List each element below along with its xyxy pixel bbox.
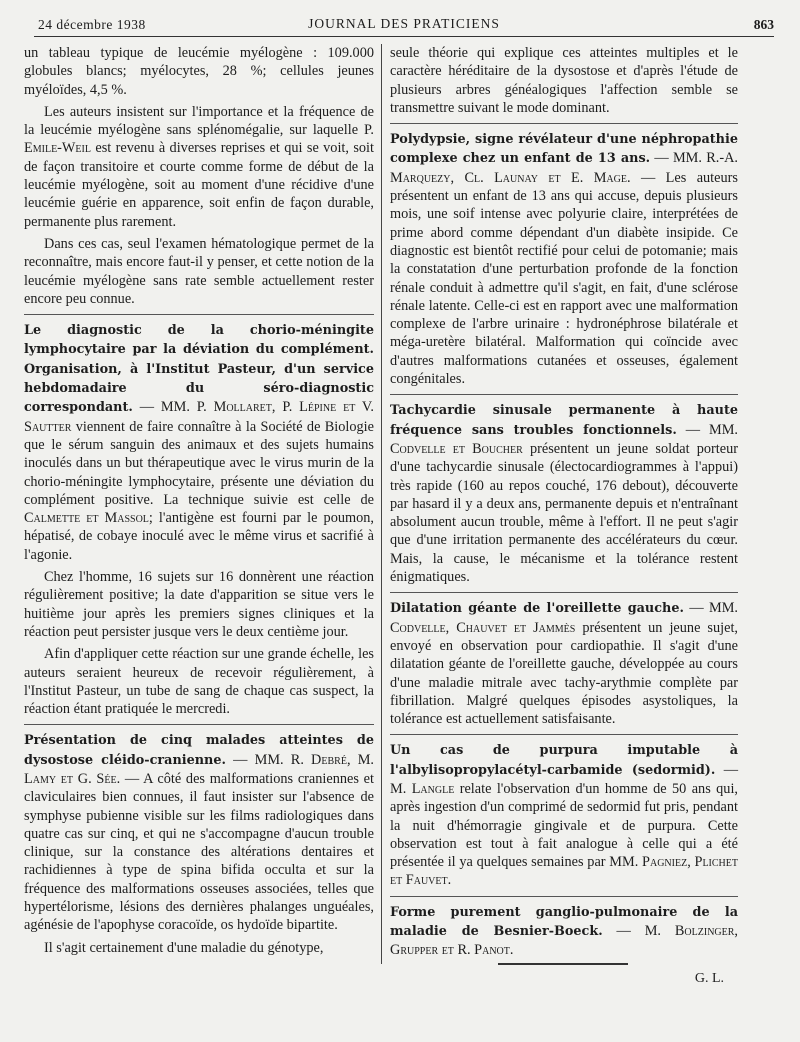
section-rule [24,314,374,315]
left-column [24,44,374,961]
article-dysostose [24,731,374,934]
text: viennent de faire connaître à la Société de Biologie que le sérum sanguin des animaux et des sujets humains inoculés dans un but thérapeutique avec le virus murin de la chorio-méningite lymphocytaire, présente une déviation du complément positive. La technique suivie est celle de [24,418,374,508]
author-names: P. Mollaret, P. Lépine et V. Sautter [24,399,374,435]
paragraph: Dans ces cas, seul l'examen hématologique permet de la reconnaître, mais encore faut-il y penser, et cette notion de la leucémie myélogène sans rate semble actuellement rester encore peu connue. [24,235,374,307]
page-number: 863 [753,17,774,32]
article-title: Présentation de cinq malades atteintes de dysostose cléido-cranienne. [24,733,374,768]
article-dilatation [390,599,738,728]
section-rule [390,123,738,124]
section-rule [390,896,738,897]
section-rule [24,724,374,725]
author-names: Codvelle, Chauvet et Jammès [390,619,576,636]
column-divider [381,44,382,964]
article-purpura [390,741,738,889]
article-besnier-boeck [390,903,738,960]
text: présentent un jeune soldat porteur d'une tachycardie sinusale (électocardiogrammes à l'appui) très rapide (160 au repos couché, 176 debout), découverte par hasard il y a deux ans, permanente depuis et n'entraînant absolument aucun trouble, même à l'effort. Il ne peut s'agir que d'une irritation permanente des accélérateurs du cœur. Mais, la cause, le mécanisme et la tolérance restent énigmatiques. [390,440,738,586]
article-chorio-meningite [24,321,374,564]
paragraph: Il s'agit certainement d'une maladie du génotype, [44,939,324,956]
section-rule [390,394,738,395]
text: — MM. [132,399,197,416]
section-rule [390,592,738,593]
page-header [34,14,774,37]
text: relate l'observation d'un homme de 50 ans qui, après ingestion d'un comprimé de sedormid fut pris, pendant la nuit d'hémorragie gingivale et de purpura. Cette observation est tout à fait analogue à celle qui a été présentée il ya quelques semaines par MM. [390,780,738,871]
right-column [390,44,738,988]
author-name: Emile-Weil [24,140,91,157]
text: — MM. [683,600,738,617]
article-title: Le diagnostic de la chorio-méningite lymphocytaire par la déviation du complément. Organisation, à l'Institut Pasteur, d'un service hebdomadaire du séro-diagnostic correspondant. [24,323,374,416]
text: . [447,872,452,889]
text: ; l'antigène est fourni par le poumon, hépatisé, de cobaye inoculé avec le même virus et sacrifié à l'agonie. [24,510,374,563]
issue-date: 24 décembre 1938 [38,17,146,32]
section-rule [390,734,738,735]
paragraph: Afin d'appliquer cette réaction sur une grande échelle, les auteurs seraient heureux de recevoir régulièrement, à l'Institut Pasteur, un tube de sang de chaque cas suspect, la réaction étant pratiquée le mercredi. [24,646,374,718]
author-names: Bolzinger, Grupper et R. Panot [390,923,738,959]
text: . [509,942,514,959]
article-title: Dilatation géante de l'oreillette gauche. [390,601,684,617]
text: — M. [602,923,675,940]
text: est revenu à diverses reprises et qui se voit, soit de façon transitoire et courte comme forme de début de la leucémie myélogène, soit au moment d'une récidive d'une leucémie guérie en apparence, soit enfin de façon durable, permanente plus rarement. [24,140,374,230]
paragraph [24,103,374,231]
end-rule [498,963,628,965]
author-names: R. Debré, M. Lamy et G. Sée [24,751,374,787]
paragraph: Chez l'homme, 16 sujets sur 16 donnèrent une réaction régulièrement positive; la date d'apparition se situe vers le huitième jour après les premiers signes cliniques et la réaction peut persister jusque vers le deux centième jour. [24,569,374,640]
text: — MM. [650,150,707,167]
paragraph: seule théorie qui explique ces atteintes multiples et le caractère héréditaire de la dysostose et d'après l'étude de plusieurs arbres généalogiques l'affection semble se transmettre suivant le mode dominant. [390,45,738,116]
author-names: Langle [411,780,455,797]
journal-title: JOURNAL DES PRATICIENS [308,16,500,31]
paragraph: un tableau typique de leucémie myélogène : 109.000 globules blancs; myélocytes, 28 %; cellules jeunes myéloïdes, 4,5 %. [24,45,374,98]
article-title: Un cas de purpura imputable à l'albylisopropylacétyl-carbamide (sedormid). [390,743,738,778]
text: — M. [390,761,738,797]
text: . — A côté des malformations craniennes et claviculaires bien connues, il faut insister sur l'absence de symphyse pubienne visible sur les films radiologiques dans quatre cas sur cinq, et qui ne s'accompagne d'aucun trouble clinique, sur la constance des altérations dentaires et rachidiennes à type de spina bifida occulta et sur la fréquence des malformations osseuses associées, telles que hypertélorisme, lésions des dernières phalanges unguéales, agénésie de l'apophyse coracoïde, os hydoïde bipartite. [24,770,374,934]
author-names: Calmette et Massol [24,510,149,527]
author-names: R.-A. Marquezy, Cl. Launay et E. Mage [390,150,738,186]
article-tachycardie [390,401,738,586]
author-names: Codvelle et Boucher [390,440,523,457]
text: — MM. [676,421,738,438]
author-names: Pagniez, Plichet et Fauvet [390,854,738,889]
article-title: Polydypsie, signe révélateur d'une néphropathie complexe chez un enfant de 13 ans. [390,132,738,167]
article-title: Tachycardie sinusale permanente à haute fréquence sans troubles fonctionnels. [390,403,738,438]
text: présentent un jeune sujet, envoyé en observation pour cardiopathie. Il s'agit d'une dilatation géante de l'oreillette gauche, développée au cours d'une maladie mitrale avec tachy-arythmie complète par fibrillation. Malgré quelques épisodes asystoliques, la tolérance est actuellement satisfaisante. [390,619,738,728]
article-title: Forme purement ganglio-pulmonaire de la maladie de Besnier-Boeck. [390,904,738,940]
article-polydypsie [390,130,738,388]
signature: G. L. [694,970,724,986]
text: . — Les auteurs présentent un enfant de 13 ans qui accuse, depuis plusieurs mois, une soif intense avec polyurie claire, interprétées de prime abord comme dépendant d'un diabète insipide. Ce diagnostic est bientôt rectifié pour celui de potomanie; mais la constatation d'une perturbation profonde de la fonction rénale conduit à admettre qu'il s'agit, en fait, d'une sclérose rénale latente. Celle-ci est en rapport avec une malformation complexe de l'arbre urinaire : hydronéphrose bilatérale et méga-uretère bilatéral. Malformation qui coïncide avec d'autres malformations cutanées et osseuses, également congénitales. [390,169,738,388]
text: — MM. [225,751,291,768]
text: Les auteurs insistent sur l'importance et la fréquence de la leucémie myélogène sans splénomégalie, sur laquelle P. [24,103,374,139]
